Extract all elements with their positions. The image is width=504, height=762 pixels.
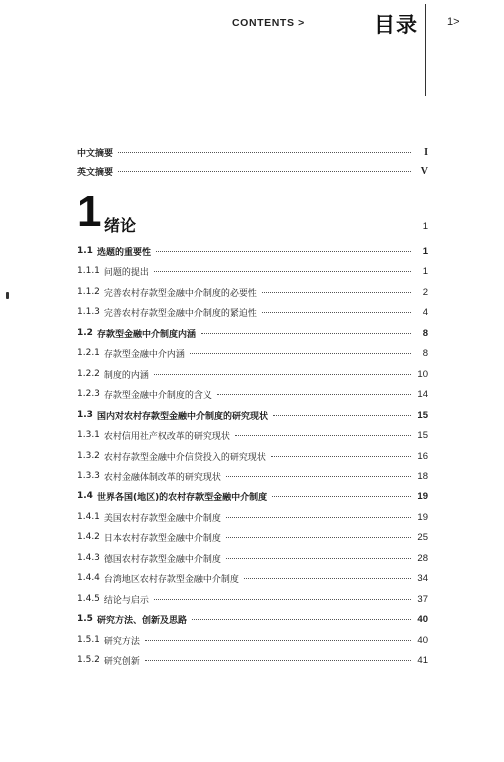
toc-entry-number: 1.1 <box>77 246 93 256</box>
toc-entry-number: 1.5.1 <box>77 635 100 645</box>
toc-entry[interactable] <box>77 427 428 443</box>
header-contents-label: CONTENTS > <box>232 17 305 29</box>
toc-leader <box>154 598 411 600</box>
chapter-number: 1 <box>77 187 102 236</box>
toc-entry-page: 8 <box>422 347 428 359</box>
toc-entry-page: 34 <box>417 572 428 584</box>
toc-leader <box>118 170 411 172</box>
toc-entry-number: 1.1.1 <box>77 266 100 276</box>
toc-entry[interactable] <box>77 325 428 341</box>
toc-leader <box>154 270 411 272</box>
toc-entry[interactable] <box>77 509 428 525</box>
toc-entry-page: V <box>420 165 428 177</box>
toc-leader <box>226 516 411 518</box>
toc-entry-page: 25 <box>417 531 428 543</box>
toc-entry-label: 世界各国(地区)的农村存款型金融中介制度 <box>96 492 268 503</box>
toc-entry-number: 1.5 <box>77 614 93 624</box>
toc-entry-label: 问题的提出 <box>103 267 149 278</box>
toc-leader <box>271 455 411 457</box>
toc-entry-number: 1.4 <box>77 491 93 501</box>
toc-entry-page: 40 <box>417 613 428 625</box>
toc-entry-label: 农村存款型金融中介信贷投入的研究现状 <box>103 452 266 463</box>
toc-entry-page: 10 <box>417 368 428 380</box>
toc-entry-english-abstract[interactable] <box>77 163 428 179</box>
toc-entry-number: 1.2.1 <box>77 348 100 358</box>
toc-entry-label: 英文摘要 <box>77 167 114 178</box>
toc-entry[interactable] <box>77 407 428 423</box>
toc-entry-page: 40 <box>417 634 428 646</box>
toc-entry-page: 41 <box>417 654 428 666</box>
toc-entry-number: 1.1.3 <box>77 307 100 317</box>
toc-leader <box>273 414 411 416</box>
toc-entry-page: 18 <box>417 470 428 482</box>
toc-leader <box>154 373 411 375</box>
toc-entry-label: 完善农村存款型金融中介制度的必要性 <box>103 288 257 299</box>
toc-entry-label: 美国农村存款型金融中介制度 <box>103 513 221 524</box>
toc-entry-label: 存款型金融中介制度内涵 <box>96 329 196 340</box>
toc-entry-page: 15 <box>417 429 428 441</box>
toc-entry-page: 1 <box>422 245 428 257</box>
toc-entry-page: I <box>424 146 428 158</box>
toc-entry-page: 15 <box>417 409 428 421</box>
toc-entry-label: 研究方法、创新及思路 <box>96 615 187 626</box>
toc-entry-number: 1.4.1 <box>77 512 100 522</box>
toc-entry-label: 日本农村存款型金融中介制度 <box>103 533 221 544</box>
toc-entry-number: 1.4.5 <box>77 594 100 604</box>
toc-entry[interactable] <box>77 386 428 402</box>
toc-entry[interactable] <box>77 263 428 279</box>
toc-leader <box>226 536 411 538</box>
toc-leader <box>145 659 411 661</box>
toc-entry[interactable] <box>77 570 428 586</box>
toc-leader <box>145 639 411 641</box>
toc-entry-label: 选题的重要性 <box>96 247 151 258</box>
toc-entry-number: 1.3.3 <box>77 471 100 481</box>
toc-leader <box>226 557 411 559</box>
toc-entry-label: 德国农村存款型金融中介制度 <box>103 554 221 565</box>
toc-leader <box>156 250 411 252</box>
chapter-title: 绪论 <box>104 216 137 235</box>
toc-entry-number: 1.3.2 <box>77 451 100 461</box>
toc-leader <box>235 434 411 436</box>
toc-entry-label: 研究方法 <box>103 636 140 647</box>
toc-entry-page: 28 <box>417 552 428 564</box>
toc-entry-label: 存款型金融中介制度的含义 <box>103 390 212 401</box>
toc-entry-number: 1.5.2 <box>77 655 100 665</box>
header-divider <box>425 4 426 96</box>
toc-leader <box>217 393 411 395</box>
toc-entry[interactable] <box>77 591 428 607</box>
toc-entry-number: 1.4.2 <box>77 532 100 542</box>
toc-leader <box>190 352 411 354</box>
toc-entry[interactable] <box>77 632 428 648</box>
toc-entry-number: 1.2.2 <box>77 369 100 379</box>
toc-entry-label: 结论与启示 <box>103 595 149 606</box>
toc-leader <box>262 311 411 313</box>
toc-entry[interactable] <box>77 488 428 504</box>
toc-entry-page: 4 <box>422 306 428 318</box>
toc-entry[interactable] <box>77 345 428 361</box>
toc-entry-page: 14 <box>417 388 428 400</box>
toc-entry[interactable] <box>77 652 428 668</box>
toc-leader <box>118 151 411 153</box>
toc-entry-page: 1 <box>422 265 428 277</box>
toc-entry[interactable] <box>77 243 428 259</box>
toc-leader <box>226 475 411 477</box>
toc-entry-number: 1.2.3 <box>77 389 100 399</box>
toc-entry[interactable] <box>77 468 428 484</box>
toc-entry-label: 国内对农村存款型金融中介制度的研究现状 <box>96 411 268 422</box>
toc-leader <box>262 291 411 293</box>
toc-entry-label: 农村信用社产权改革的研究现状 <box>103 431 230 442</box>
toc-entry-chinese-abstract[interactable] <box>77 144 428 160</box>
toc-entry-page: 37 <box>417 593 428 605</box>
toc-entry-number: 1.3 <box>77 410 93 420</box>
chapter-page: 1 <box>422 221 428 232</box>
toc-entry-label: 完善农村存款型金融中介制度的紧迫性 <box>103 308 257 319</box>
page-number: 1> <box>447 16 460 28</box>
page-title: 目录 <box>374 13 418 37</box>
toc-leader <box>192 618 411 620</box>
toc-entry-number: 1.4.4 <box>77 573 100 583</box>
toc-entry-number: 1.4.3 <box>77 553 100 563</box>
toc-entry-number: 1.3.1 <box>77 430 100 440</box>
chapter-heading[interactable] <box>77 187 428 236</box>
toc-entry-label: 农村金融体制改革的研究现状 <box>103 472 221 483</box>
toc-entry-page: 8 <box>422 327 428 339</box>
scan-speck <box>6 292 9 299</box>
toc-leader <box>244 577 411 579</box>
toc-entry-label: 研究创新 <box>103 656 140 667</box>
toc-entry-label: 台湾地区农村存款型金融中介制度 <box>103 574 239 585</box>
toc-entry-label: 存款型金融中介内涵 <box>103 349 185 360</box>
toc-entry[interactable] <box>77 366 428 382</box>
toc-entry[interactable] <box>77 529 428 545</box>
toc-entry-label: 制度的内涵 <box>103 370 149 381</box>
toc-entry-page: 2 <box>422 286 428 298</box>
toc-entry-label: 中文摘要 <box>77 148 114 159</box>
toc-entry-number: 1.1.2 <box>77 287 100 297</box>
toc-entry-page: 19 <box>417 490 428 502</box>
toc-entry[interactable] <box>77 611 428 627</box>
toc-entry-page: 19 <box>417 511 428 523</box>
toc-entry[interactable] <box>77 448 428 464</box>
toc-entry[interactable] <box>77 304 428 320</box>
toc-leader <box>201 332 411 334</box>
toc-entry[interactable] <box>77 550 428 566</box>
toc-leader <box>272 495 411 497</box>
toc-entry[interactable] <box>77 284 428 300</box>
toc-entry-number: 1.2 <box>77 328 93 338</box>
toc-entry-page: 16 <box>417 450 428 462</box>
